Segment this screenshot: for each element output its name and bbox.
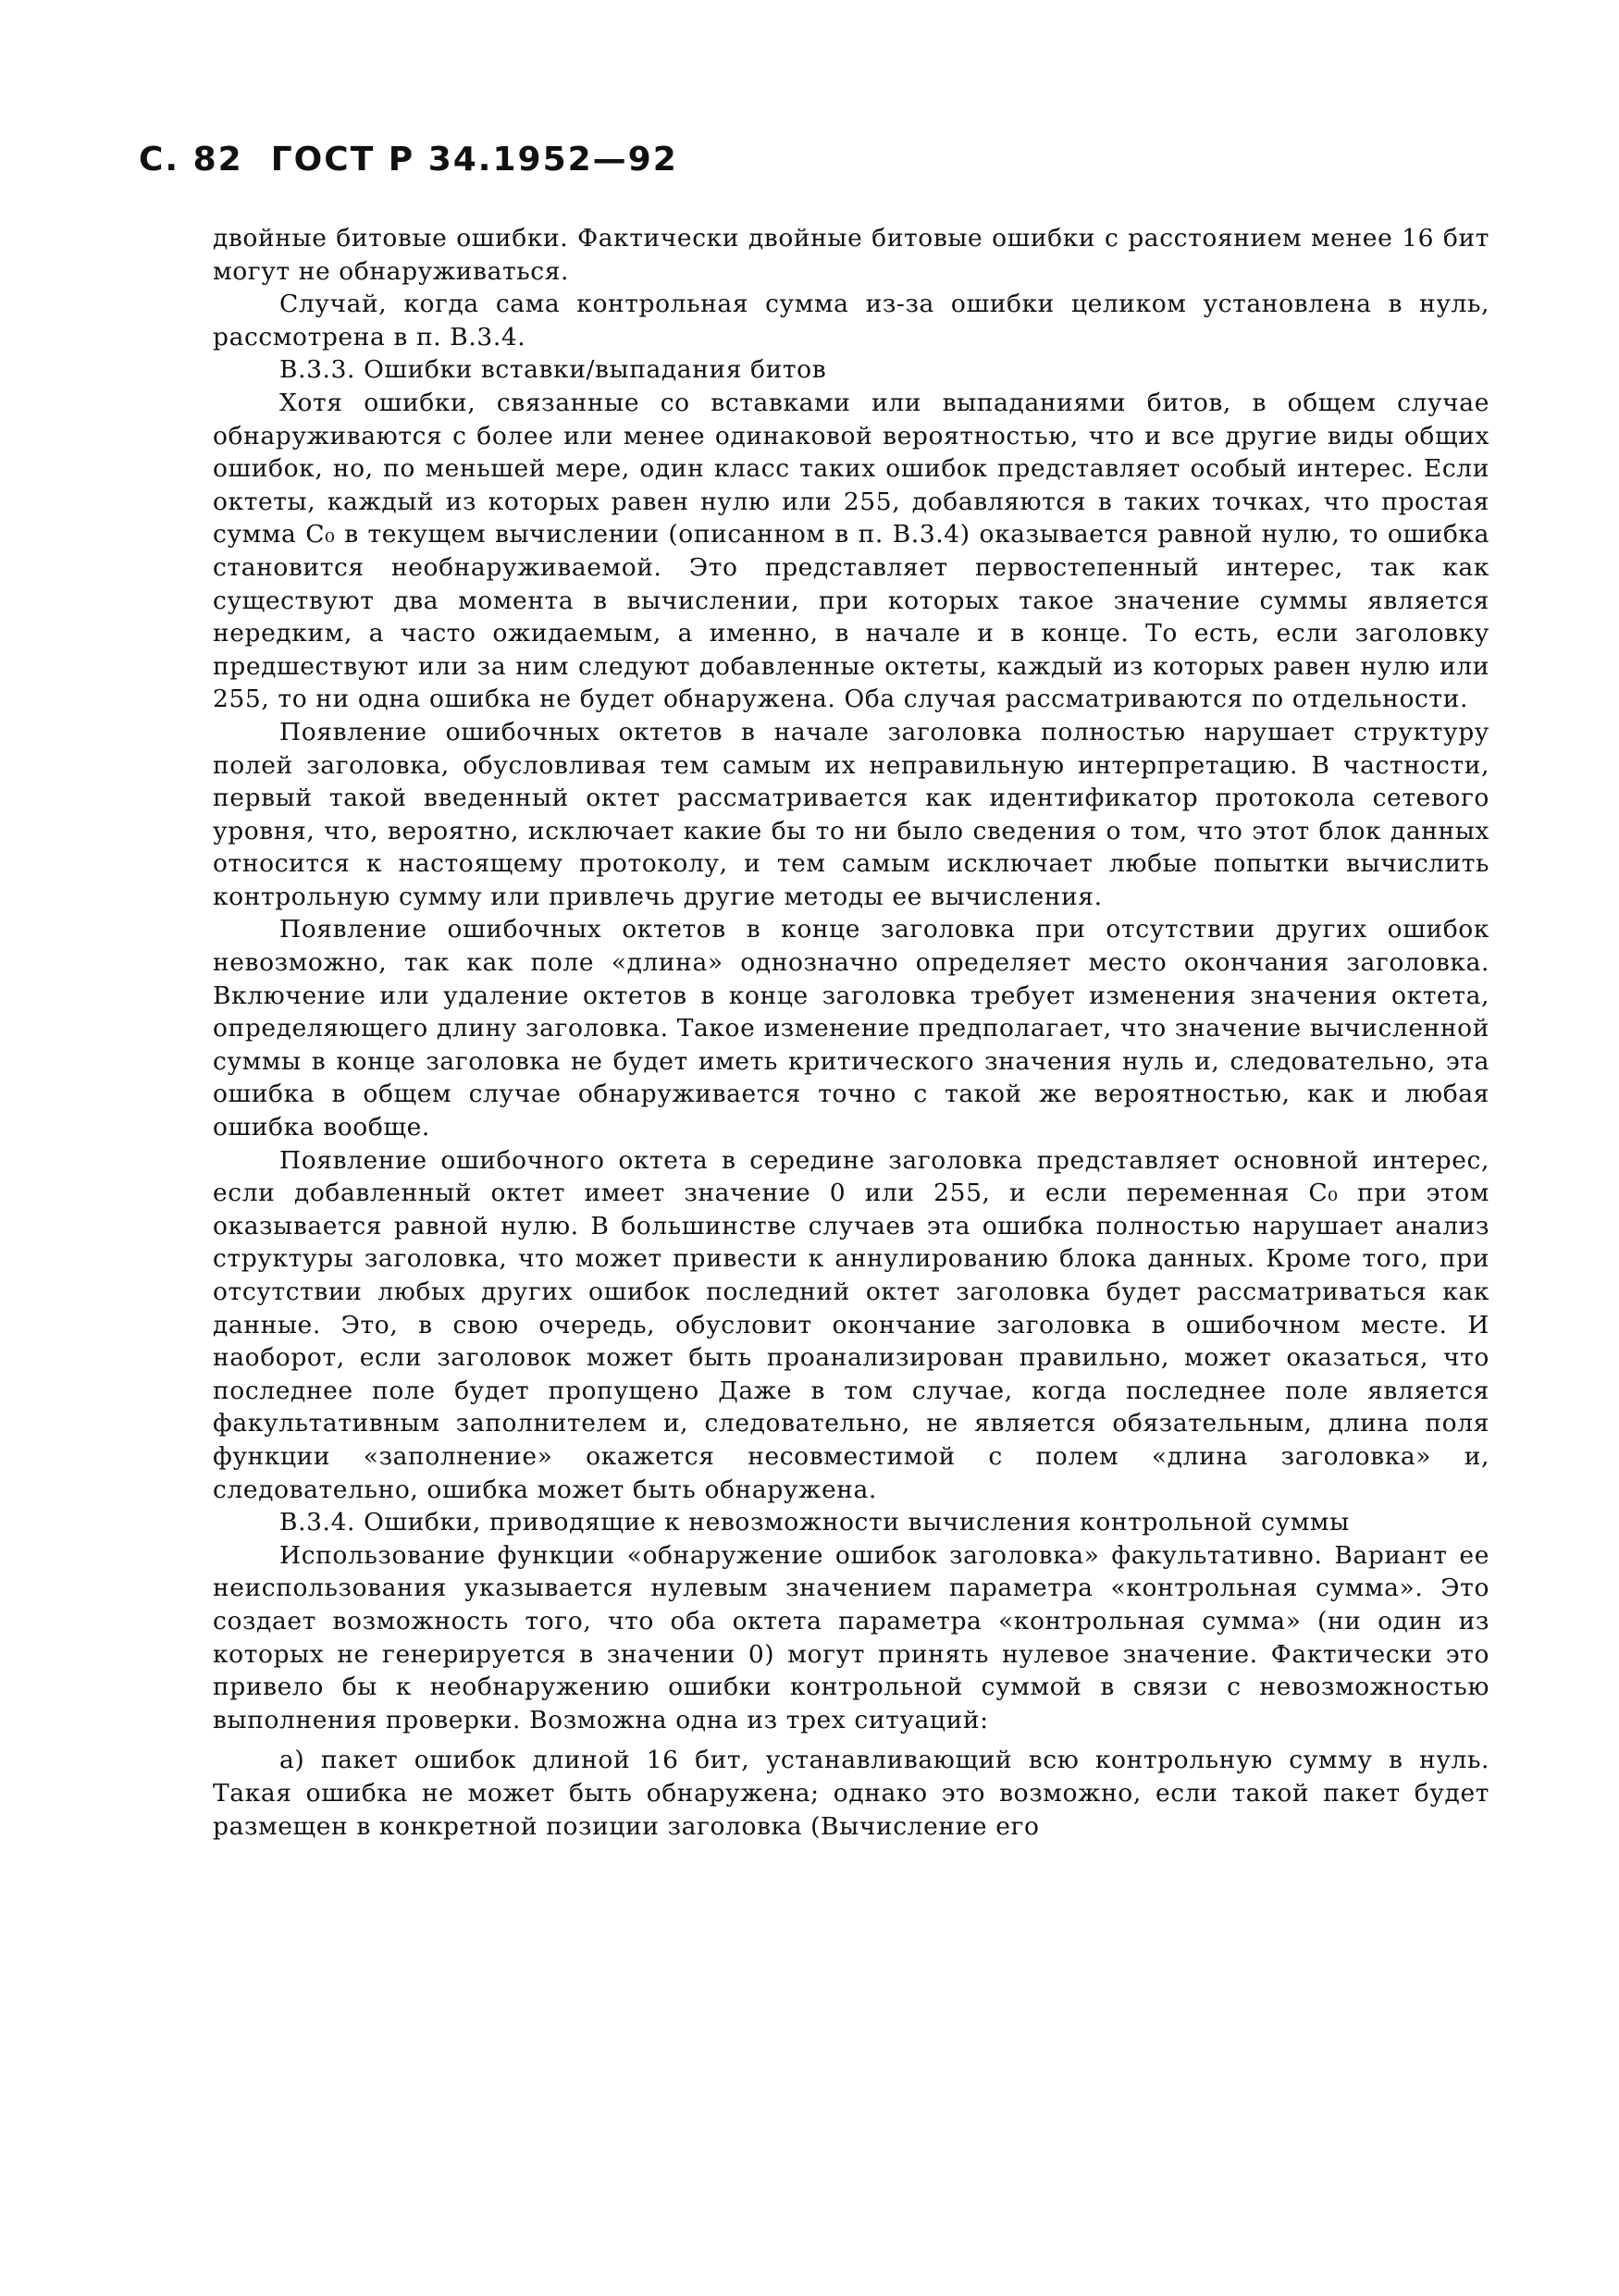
list-item-a: а) пакет ошибок длиной 16 бит, устанавливающий всю контрольную сумму в нуль. Такая ошибка не может быть обнаружена; однако это возможно, если такой пакет будет размещен в конкретной позиции заголовка (Вычисление его: [213, 1746, 1489, 1841]
paragraph: Случай, когда сама контрольная сумма из-за ошибки целиком установлена в нуль, рассмотрена в п. В.3.4.: [213, 290, 1489, 352]
paragraph: Хотя ошибки, связанные со вставками или выпаданиями битов, в общем случае обнаруживаются с более или менее одинаковой вероятностью, что и все другие виды общих ошибок, но, по меньшей мере, один класс таких ошибок представляет особый интерес. Если октеты, каждый из которых равен нулю или 255, добавляются в таких точках, что простая сумма C₀ в текущем вычислении (описанном в п. В.3.4) оказывается равной нулю, то ошибка становится необнаруживаемой. Это представляет первостепенный интерес, так как существуют два момента в вычислении, при которых такое значение суммы является нередким, а часто ожидаемым, а именно, в начале и в конце. То есть, если заголовку предшествуют или за ним следуют добавленные октеты, каждый из которых равен нулю или 255, то ни одна ошибка не будет обнаружена. Оба случая рассматриваются по отдельности.: [213, 388, 1489, 714]
paragraph: Появление ошибочного октета в середине заголовка представляет основной интерес, если добавленный октет имеет значение 0 или 255, и если переменная C₀ при этом оказывается равной нулю. В большинстве случаев эта ошибка полностью нарушает анализ структуры заголовка, что может привести к аннулированию блока данных. Кроме того, при отсутствии любых других ошибок последний октет заголовка будет рассматриваться как данные. Это, в свою очередь, обусловит окончание заголовка в ошибочном месте. И наоборот, если заголовок может быть проанализирован правильно, может оказаться, что последнее поле будет пропущено Даже в том случае, когда последнее поле является факультативным заполнителем и, следовательно, не является обязательным, длина поля функции «заполнение» окажется несовместимой с полем «длина заголовка» и, следовательно, ошибка может быть обнаружена.: [213, 1145, 1489, 1504]
section-heading-b34: В.3.4. Ошибки, приводящие к невозможности вычисления контрольной суммы: [279, 1508, 1350, 1537]
paragraph-continuation: двойные битовые ошибки. Фактически двойные битовые ошибки с расстоянием менее 16 бит могут не обнаруживаться.: [213, 224, 1489, 286]
paragraph: Появление ошибочных октетов в конце заголовка при отсутствии других ошибок невозможно, так как поле «длина» однозначно определяет место окончания заголовка. Включение или удаление октетов в конце заголовка требует изменения значения октета, определяющего длину заголовка. Такое изменение предполагает, что значение вычисленной суммы в конце заголовка не будет иметь критического значения нуль и, следовательно, эта ошибка в общем случае обнаруживается точно с такой же вероятностью, как и любая ошибка вообще.: [213, 915, 1489, 1142]
section-heading-b33: В.3.3. Ошибки вставки/выпадания битов: [279, 355, 827, 385]
standard-title: ГОСТ Р 34.1952—92: [270, 141, 678, 179]
document-body: [213, 222, 1489, 1843]
paragraph: Появление ошибочных октетов в начале заголовка полностью нарушает структуру полей заголовка, обусловливая тем самым их неправильную интерпретацию. В частности, первый такой введенный октет рассматривается как идентификатор протокола сетевого уровня, что, вероятно, исключает какие бы то ни было сведения о том, что этот блок данных относится к настоящему протоколу, и тем самым исключает любые попытки вычислить контрольную сумму или привлечь другие методы ее вычисления.: [213, 717, 1489, 911]
paragraph: Использование функции «обнаружение ошибок заголовка» факультативно. Вариант ее неиспользования указывается нулевым значением параметра «контрольная сумма». Это создает возможность того, что оба октета параметра «контрольная сумма» (ни один из которых не генерируется в значении 0) могут принять нулевое значение. Фактически это привело бы к необнаружению ошибки контрольной суммой в связи с невозможностью выполнения проверки. Возможна одна из трех ситуаций:: [213, 1540, 1489, 1734]
page-header: [139, 141, 678, 179]
page-number: С. 82: [139, 141, 243, 179]
